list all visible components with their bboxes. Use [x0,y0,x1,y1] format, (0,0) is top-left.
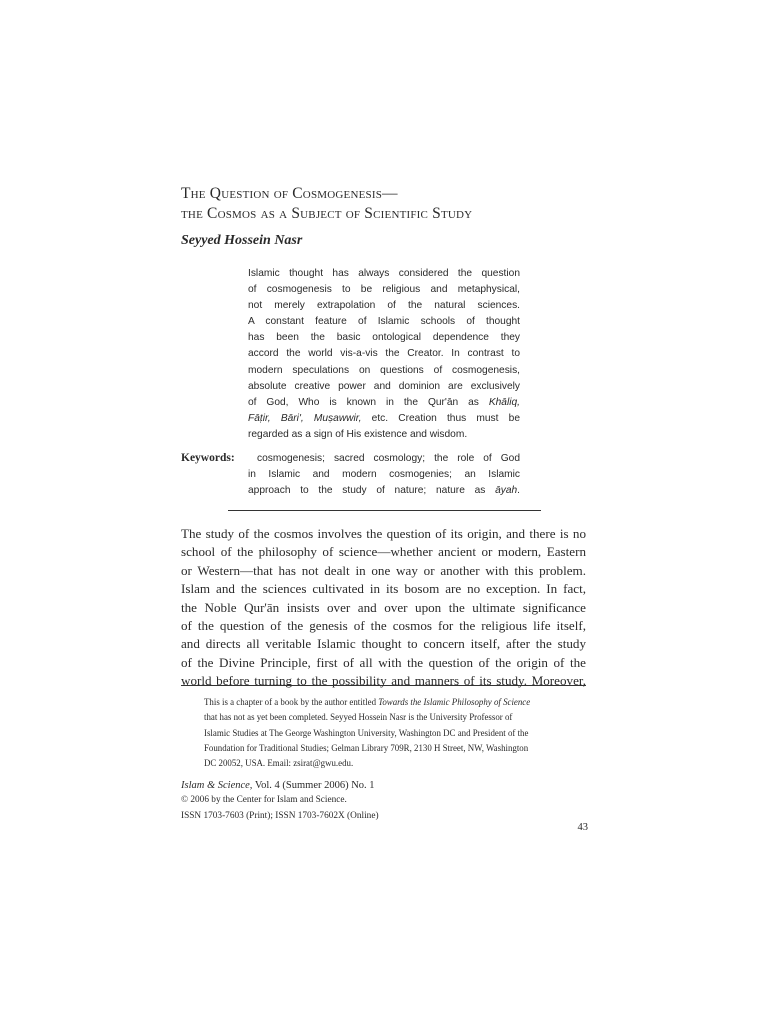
keywords-line [248,483,520,499]
journal-name: Islam & Science, [181,780,253,791]
abstract-arabic-term: Khāliq, [488,396,520,408]
body-line: and directs all veritable Islamic thought to concern itself, after the study [181,636,586,652]
keywords-line: in Islamic and modern cosmogenies; an Islamic [248,469,520,481]
title-line-2: the Cosmos as a Subject of Scientific Study [181,205,473,222]
journal-volume: Vol. 4 (Summer 2006) No. 1 [252,780,375,791]
body-line: the Noble Qur'ān insists over and over upon the ultimate significance [181,599,586,615]
abstract-line: not merely extrapolation of the natural sciences. [248,300,520,312]
body-paragraph [181,525,586,691]
journal-issn: ISSN 1703-7603 (Print); ISSN 1703-7602X (Online) [181,810,379,821]
page-number: 43 [577,822,588,833]
body-line: of the question of the genesis of the cosmos for the religious life itself, [181,618,586,634]
journal-info [181,778,379,824]
footnote-book-title: Towards the Islamic Philosophy of Science [378,697,531,707]
abstract-line: of cosmogenesis to be religious and metaphysical, [248,284,520,296]
abstract-text: of God, Who is known in the Qur'ān as [248,396,479,408]
abstract-line [248,395,520,411]
journal-copyright: © 2006 by the Center for Islam and Science. [181,795,347,806]
footnote-line: DC 20052, USA. Email: zsirat@gwu.edu. [204,758,354,769]
footnote [204,695,569,771]
keywords-period: . [517,485,520,497]
keywords-label: Keywords: [181,452,235,464]
abstract-line: regarded as a sign of His existence and wisdom. [248,428,468,440]
abstract-line [248,411,520,427]
abstract-line: accord the world vis-a-vis the Creator. In contrast to [248,348,520,360]
abstract [248,266,520,443]
body-line: The study of the cosmos involves the question of its origin, and there is no [181,526,586,541]
footnote-divider [181,685,586,686]
abstract-arabic-terms: Fāṭir, Bāri', Muṣawwir, [248,412,362,424]
abstract-line: absolute creative power and dominion are exclusively [248,380,520,392]
article-title [181,184,601,224]
footnote-text: This is a chapter of a book by the author entitled [204,697,379,707]
abstract-text: etc. Creation thus must be [361,412,520,424]
title-line-1: The Question of Cosmogenesis— [181,185,398,202]
body-line: Islam and the sciences cultivated in its bosom are no exception. In fact, [181,581,586,597]
body-line: or Western—that has not dealt in one way or another with this problem. [181,562,586,578]
author-name: Seyyed Hossein Nasr [181,233,303,248]
footnote-line: Islamic Studies at The George Washington University, Washington DC and President of the [204,727,529,738]
abstract-line: has been the basic ontological dependence they [248,332,520,344]
abstract-line: A constant feature of Islamic schools of thought [248,316,520,328]
body-line: of the Divine Principle, first of all with the question of the origin of the [181,654,586,670]
keywords-arabic-term: āyah [495,485,518,497]
journal-issue [181,778,379,793]
keywords-text: approach to the study of nature; nature as [248,485,496,497]
keywords [248,451,520,499]
keywords-line: cosmogenesis; sacred cosmology; the role of God [257,453,520,464]
body-line: world before turning to the possibility and manners of its study. Moreover, [181,673,586,689]
abstract-line: Islamic thought has always considered the question [248,268,520,279]
abstract-line: modern speculations on questions of cosmogenesis, [248,364,520,376]
keywords-divider [228,510,541,511]
footnote-line: that has not as yet been completed. Seyyed Hossein Nasr is the University Professor of [204,712,513,723]
footnote-line: Foundation for Traditional Studies; Gelman Library 709R, 2130 H Street, NW, Washington [204,742,529,753]
footnote-line [204,695,569,710]
body-line: school of the philosophy of science—whether ancient or modern, Eastern [181,544,586,560]
